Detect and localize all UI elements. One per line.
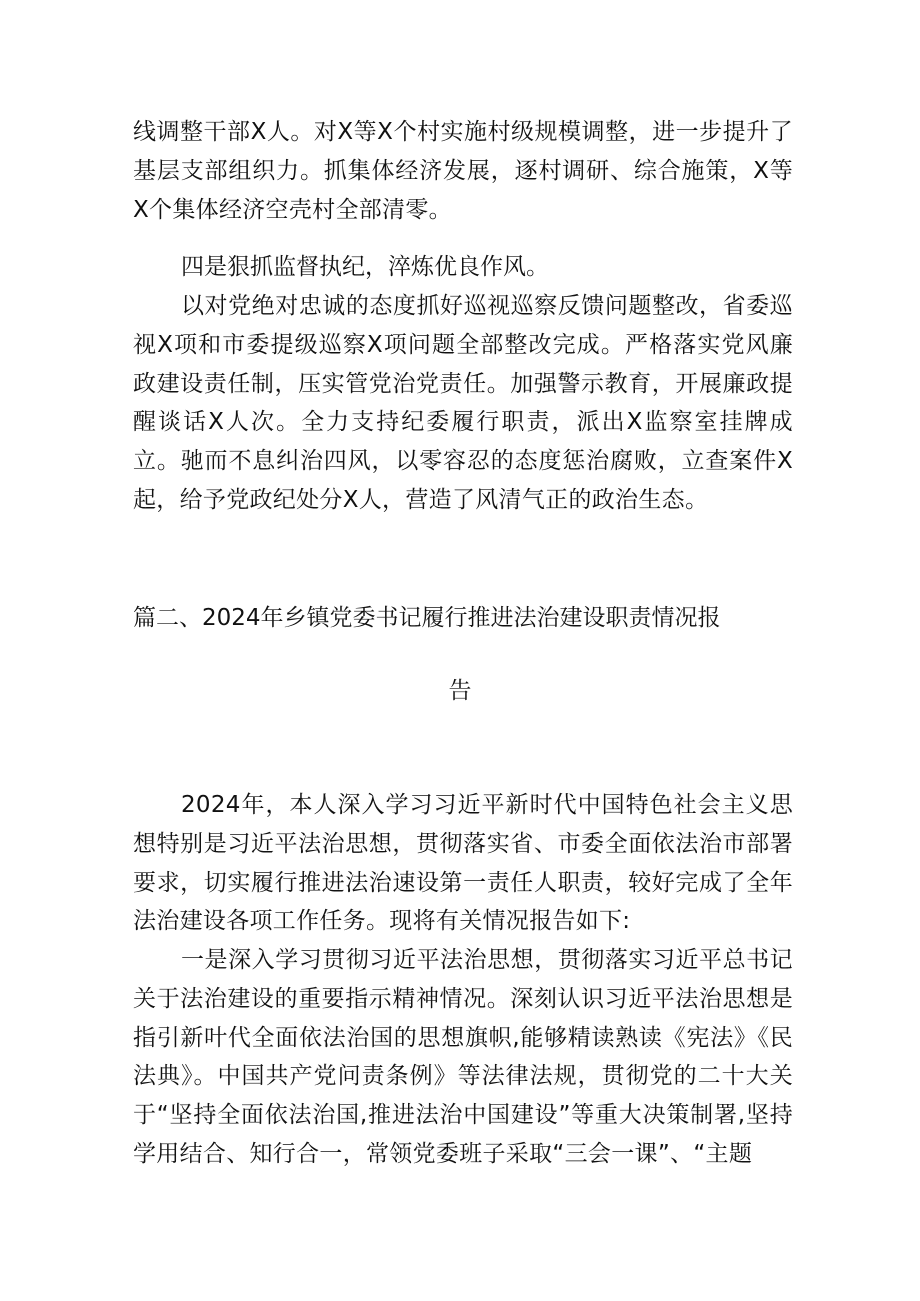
section-heading-supervision: 四是狠抓监督执纪，淬炼优良作风。	[181, 254, 549, 280]
paragraph-first-point: 一是深入学习贯彻习近平法治思想，贯彻落实习近平总书记关于法治建设的重要指示精神情况。深刻认识习近平法治思想是指引新叶代全面依法治国的思想旗帜,能够精读熟读《宪法》《民法典》。中国共产党问责条例》等法律法规，贯彻党的二十大关于“坚持全面依法治国,推进法治中国建设”等重大决策制署,坚持学用结合、知行合一，常领党委班子采取“三会一课”、“主题	[133, 947, 793, 1167]
article-title: 篇二、2024年乡镇党委书记履行推进法治建设职责情况报	[133, 605, 721, 631]
article-title-continuation: 告	[448, 678, 472, 704]
paragraph-grassroots-organization: 线调整干部X人。对X等X个村实施村级规模调整，进一步提升了基层支部组织力。抓集体经济发展，逐村调研、综合施策，X等X个集体经济空壳村全部清零。	[133, 119, 793, 223]
paragraph-supervision-discipline: 以对党绝对忠诚的态度抓好巡视巡察反馈问题整改，省委巡视X项和市委提级巡察X项问题全部整改完成。严格落实党风廉政建设责任制，压实管党治党责任。加强警示教育，开展廉政提醒谈话X人次。全力支持纪委履行职责，派出X监察室挂牌成立。驰而不息纠治四风，以零容忍的态度惩治腐败，立查案件X起，给予党政纪处分X人，营造了风清气正的政治生态。	[133, 293, 793, 513]
paragraph-intro: 2024年，本人深入学习习近平新时代中国特色社会主义思想特别是习近平法治思想，贯彻落实省、市委全面依法治市部署要求，切实履行推进法治速设第一责任人职责，较好完成了全年法治建设各项工作任务。现将有关情况报告如下:	[133, 792, 793, 935]
